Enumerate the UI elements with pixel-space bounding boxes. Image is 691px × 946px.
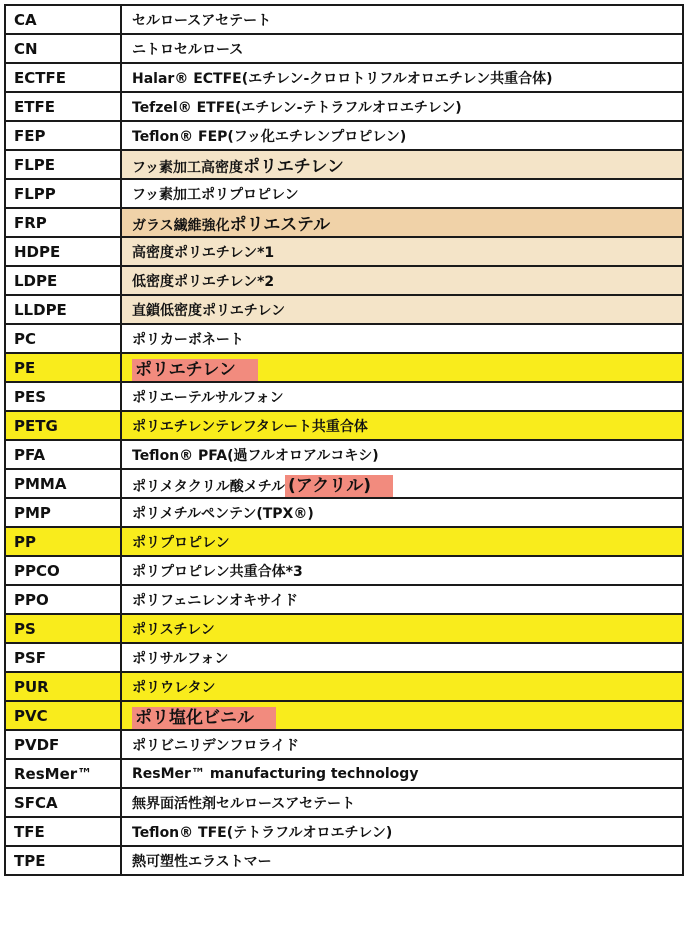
full-name-cell — [121, 817, 683, 846]
table-row — [5, 817, 683, 846]
full-name-text: Teflon® PFA(過フルオロアルコキシ) — [132, 447, 379, 464]
full-name-cell — [121, 92, 683, 121]
highlighted-name-text: ポリ塩化ビニル — [132, 707, 276, 729]
full-name-cell — [121, 469, 683, 498]
full-name-cell — [121, 150, 683, 179]
table-row — [5, 411, 683, 440]
full-name-cell — [121, 237, 683, 266]
abbreviation-cell: SFCA — [5, 788, 121, 817]
abbreviation-cell: FLPP — [5, 179, 121, 208]
table-row — [5, 440, 683, 469]
table-row — [5, 672, 683, 701]
abbreviation-cell: ECTFE — [5, 63, 121, 92]
full-name-cell — [121, 440, 683, 469]
full-name-text: ポリメタクリル酸メチル — [132, 479, 286, 495]
abbreviation-cell: CN — [5, 34, 121, 63]
abbreviation-cell: PUR — [5, 672, 121, 701]
full-name-text: Teflon® TFE(テトラフルオロエチレン) — [132, 824, 393, 841]
full-name-cell — [121, 382, 683, 411]
full-name-text: ポリフェニレンオキサイド — [132, 592, 298, 609]
full-name-text: フッ素加工高密度 — [132, 160, 244, 176]
table-row — [5, 643, 683, 672]
abbreviation-cell: ResMer™ — [5, 759, 121, 788]
table-row — [5, 527, 683, 556]
full-name-cell — [121, 324, 683, 353]
abbreviation-cell: PSF — [5, 643, 121, 672]
table-row — [5, 556, 683, 585]
full-name-text: ポリプロピレン共重合体*3 — [132, 563, 303, 580]
emphasized-name-text: ポリエチレン — [243, 157, 344, 177]
table-row — [5, 295, 683, 324]
full-name-text: ガラス繊維強化 — [132, 218, 230, 234]
full-name-cell — [121, 846, 683, 875]
table-row — [5, 382, 683, 411]
full-name-text: 低密度ポリエチレン*2 — [132, 273, 275, 290]
full-name-cell — [121, 643, 683, 672]
abbreviation-cell: ETFE — [5, 92, 121, 121]
table-row — [5, 701, 683, 730]
full-name-text: 直鎖低密度ポリエチレン — [132, 302, 286, 319]
table-row — [5, 585, 683, 614]
table-row — [5, 5, 683, 34]
full-name-cell — [121, 121, 683, 150]
full-name-cell — [121, 353, 683, 382]
abbreviation-cell: PMP — [5, 498, 121, 527]
full-name-text: Tefzel® ETFE(エチレン-テトラフルオロエチレン) — [132, 99, 462, 116]
full-name-text: ポリウレタン — [132, 679, 216, 696]
table-row — [5, 266, 683, 295]
table-row — [5, 614, 683, 643]
abbreviation-cell: PP — [5, 527, 121, 556]
full-name-cell — [121, 411, 683, 440]
full-name-cell — [121, 730, 683, 759]
full-name-text: ポリカーボネート — [132, 331, 244, 348]
full-name-cell — [121, 672, 683, 701]
full-name-cell — [121, 208, 683, 237]
abbreviation-cell: PVDF — [5, 730, 121, 759]
full-name-cell — [121, 759, 683, 788]
full-name-cell — [121, 5, 683, 34]
emphasized-name-text: ポリエステル — [229, 215, 331, 235]
table-row — [5, 324, 683, 353]
table-row — [5, 846, 683, 875]
table-row — [5, 34, 683, 63]
full-name-cell — [121, 34, 683, 63]
full-name-cell — [121, 179, 683, 208]
full-name-text: ポリエーテルサルフォン — [132, 389, 284, 406]
table-row — [5, 353, 683, 382]
abbreviation-cell: LLDPE — [5, 295, 121, 324]
abbreviation-cell: PVC — [5, 701, 121, 730]
table-row — [5, 63, 683, 92]
abbreviation-cell: PFA — [5, 440, 121, 469]
table-row — [5, 121, 683, 150]
table-row — [5, 730, 683, 759]
abbreviation-cell: CA — [5, 5, 121, 34]
table-row — [5, 237, 683, 266]
abbreviation-cell: FEP — [5, 121, 121, 150]
full-name-cell — [121, 614, 683, 643]
abbreviation-cell: TPE — [5, 846, 121, 875]
full-name-text: ニトロセルロース — [132, 41, 244, 58]
abbreviation-cell: PE — [5, 353, 121, 382]
table-row — [5, 179, 683, 208]
abbreviation-cell: PPO — [5, 585, 121, 614]
full-name-cell — [121, 585, 683, 614]
full-name-cell — [121, 788, 683, 817]
abbreviation-table — [4, 4, 684, 876]
abbreviation-cell: PPCO — [5, 556, 121, 585]
abbreviation-cell: PS — [5, 614, 121, 643]
full-name-text: ポリサルフォン — [132, 650, 229, 667]
highlighted-name-text: ポリエチレン — [132, 359, 258, 381]
abbreviation-cell: PC — [5, 324, 121, 353]
full-name-text: 熱可塑性エラストマー — [132, 853, 272, 870]
full-name-cell — [121, 498, 683, 527]
abbreviation-cell: PES — [5, 382, 121, 411]
full-name-cell — [121, 63, 683, 92]
full-name-cell — [121, 556, 683, 585]
full-name-cell — [121, 701, 683, 730]
abbreviation-cell: PMMA — [5, 469, 121, 498]
full-name-text: Halar® ECTFE(エチレン-クロロトリフルオロエチレン共重合体) — [132, 70, 553, 87]
full-name-text: ResMer™ manufacturing technology — [132, 765, 419, 782]
table-row — [5, 469, 683, 498]
table-row — [5, 788, 683, 817]
table-row — [5, 92, 683, 121]
abbreviation-cell: FLPE — [5, 150, 121, 179]
full-name-cell — [121, 527, 683, 556]
full-name-text: ポリプロピレン — [132, 534, 230, 551]
full-name-text: ポリスチレン — [132, 621, 215, 638]
abbreviation-cell: TFE — [5, 817, 121, 846]
full-name-text: 無界面活性剤セルロースアセテート — [132, 795, 356, 812]
full-name-text: セルロースアセテート — [132, 12, 272, 29]
full-name-text: 高密度ポリエチレン*1 — [132, 244, 275, 261]
abbreviation-cell: FRP — [5, 208, 121, 237]
abbreviation-cell: LDPE — [5, 266, 121, 295]
table-row — [5, 759, 683, 788]
full-name-text: ポリエチレンテレフタレート共重合体 — [132, 418, 368, 435]
full-name-text: ポリビニリデンフロライド — [132, 737, 300, 754]
table-row — [5, 498, 683, 527]
full-name-cell — [121, 295, 683, 324]
full-name-text: ポリメチルペンテン(TPX®) — [132, 505, 314, 522]
table-body — [5, 5, 683, 875]
table-row — [5, 150, 683, 179]
table-row — [5, 208, 683, 237]
highlighted-name-text: (アクリル) — [285, 475, 393, 497]
full-name-text: フッ素加工ポリプロピレン — [132, 186, 299, 203]
full-name-cell — [121, 266, 683, 295]
full-name-text: Teflon® FEP(フッ化エチレンプロピレン) — [132, 128, 407, 145]
abbreviation-cell: HDPE — [5, 237, 121, 266]
abbreviation-cell: PETG — [5, 411, 121, 440]
